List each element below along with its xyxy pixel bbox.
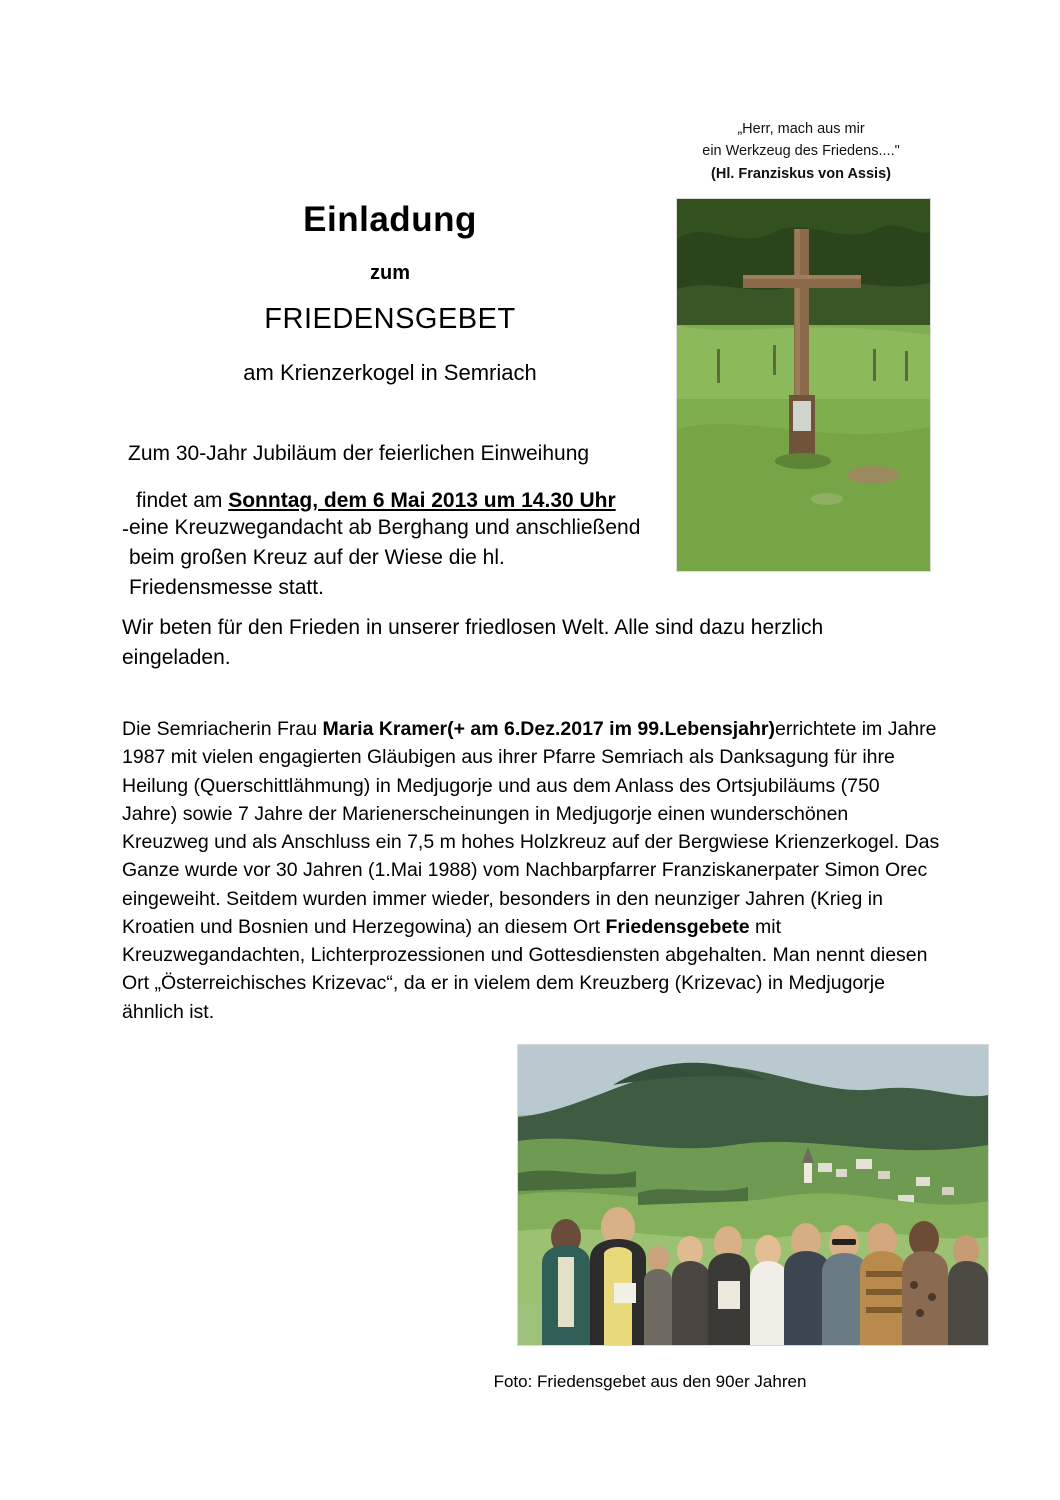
event-jubilee-line: Zum 30-Jahr Jubiläum der feierlichen Einweihung xyxy=(128,442,590,465)
group-photo-illustration xyxy=(518,1045,988,1345)
history-seg-1: Die Semriacherin Frau xyxy=(122,718,323,740)
event-date-line xyxy=(136,487,746,515)
event-description: eine Kreuzwegandacht ab Berghang und anschließend beim großen Kreuz auf der Wiese die hl. Friedensmesse statt. xyxy=(129,516,641,599)
event-date-prefix: findet am xyxy=(136,489,229,512)
cross-photo xyxy=(676,198,931,572)
quote-line-2: ein Werkzeug des Friedens...." xyxy=(702,143,900,160)
subtitle-zum: zum xyxy=(370,262,410,284)
friedensgebete-emphasis: Friedensgebete xyxy=(605,915,750,938)
prayer-invitation: Wir beten für den Frieden in unserer friedlosen Welt. Alle sind dazu herzlich eingeladen. xyxy=(122,616,824,669)
page-title: Einladung xyxy=(303,200,477,239)
quote-attribution: (Hl. Franziskus von Assis) xyxy=(711,165,891,182)
stray-dash: - xyxy=(122,518,129,541)
photo-caption: Foto: Friedensgebet aus den 90er Jahren xyxy=(493,1372,807,1391)
maria-kramer-name: Maria Kramer(+ am 6.Dez.2017 im 99.Lebensjahr) xyxy=(322,718,775,740)
history-paragraph xyxy=(122,715,940,1026)
subject-heading: FRIEDENSGEBET xyxy=(264,303,516,335)
group-photo xyxy=(517,1044,989,1346)
history-seg-3: errichtete im Jahre 1987 mit vielen engagierten Gläubigen aus ihrer Pfarre Semriach als Danksagung für ihre Heilung (Querschittlähmung) in Medjugorje und aus dem Anlass des Ortsjubiläums (750 Jahre) sowie 7 Jahre der Marienerscheinungen in Medjugorje einen wunderschönen Kreuzweg und als Anschluss ein 7,5 m hohes Holzkreuz auf der Bergwiese Krienzerkogel. Das Ganze wurde vor 30 Jahren (1.Mai 1988) vom Nachbarpfarrer Franziskanerpater Simon Orec eingeweiht. Seitdem wurden immer wieder, besonders in den neunziger Jahren (Krieg in Kroatien und Bosnien und Herzegowina) an diesem Ort xyxy=(122,718,940,938)
franziskus-quote xyxy=(676,118,926,185)
quote-line-1: „Herr, mach aus mir xyxy=(737,121,865,137)
event-date-highlight: Sonntag, dem 6 Mai 2013 um 14.30 Uhr xyxy=(228,489,616,512)
location-line: am Krienzerkogel in Semriach xyxy=(243,360,537,385)
history-seg-5: mit Kreuzwegandachten, Lichterprozessionen und Gottesdiensten abgehalten. Man nennt diesen Ort „Österreichisches Krizevac“, da er in vielem dem Kreuzberg (Krizevac) in Medjugorje ähnlich ist. xyxy=(122,915,928,1023)
